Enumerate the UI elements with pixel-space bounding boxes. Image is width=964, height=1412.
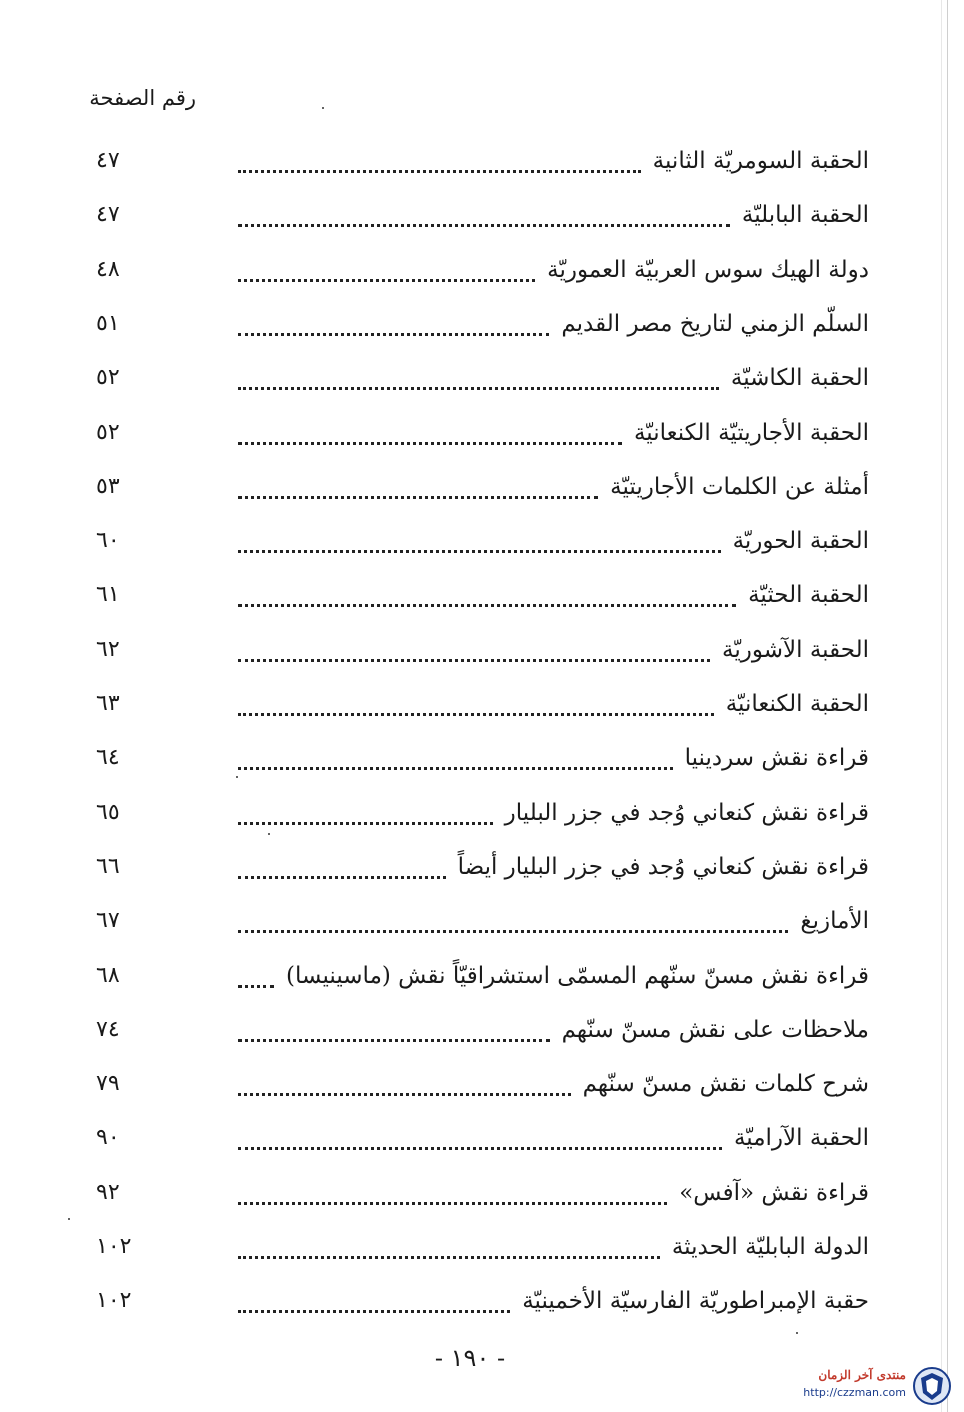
toc-entry-page: ٦٢ xyxy=(96,636,120,662)
toc-entry-title: الحقبة الأجاريتيّة الكنعانيّة xyxy=(633,419,869,446)
toc-entry xyxy=(0,1117,964,1171)
scan-speck xyxy=(796,1332,798,1334)
toc-entry-page: ٦٧ xyxy=(96,908,120,934)
watermark-name: منتدى آخر الزمان xyxy=(818,1368,906,1382)
toc-entry-page: ٩٢ xyxy=(96,1179,120,1205)
watermark-url[interactable]: http://czzman.com xyxy=(803,1386,906,1399)
toc-entry-title: الحقبة الحوريّة xyxy=(732,528,869,555)
toc-entry-page: ٦٦ xyxy=(96,853,120,879)
toc-entry xyxy=(0,303,964,357)
toc-entry xyxy=(0,792,964,846)
toc-entry-title: أمثلة عن الكلمات الأجاريتيّة xyxy=(610,473,869,500)
toc-entry-page: ٧٤ xyxy=(96,1016,120,1042)
page-number: - ١٩٠ - xyxy=(434,1344,506,1372)
toc-entry xyxy=(0,412,964,466)
forum-watermark[interactable] xyxy=(770,1362,960,1408)
toc-entry xyxy=(0,900,964,954)
toc-entry-page: ٩٠ xyxy=(96,1125,120,1151)
toc-entry-title: الدولة البابليّة الحديثة xyxy=(671,1234,869,1260)
toc-entry-title: قراءة نقش مسنّ سنّهم المسمّى استشراقيّاً نقش (ماسينيسا) xyxy=(285,962,869,989)
toc-entry-title: الحقبة الكنعانيّة xyxy=(725,691,869,717)
toc-entry-title: دولة الهيك سوس العربيّة العموريّة xyxy=(547,256,869,283)
toc-entry xyxy=(0,846,964,900)
toc-entry xyxy=(0,1063,964,1117)
toc-entry xyxy=(0,357,964,411)
toc-entry xyxy=(0,249,964,303)
toc-entry-page: ٥٢ xyxy=(96,365,120,391)
toc-entry-title: السلّم الزمني لتاريخ مصر القديم xyxy=(561,310,869,337)
toc-entry-title: ملاحظات على نقش مسنّ سنّهم xyxy=(561,1016,869,1043)
toc-entry xyxy=(0,140,964,194)
toc-entry-title: حقبة الإمبراطوريّة الفارسيّة الأخمينيّة xyxy=(522,1288,869,1315)
toc-entry xyxy=(0,737,964,791)
toc-entry xyxy=(0,1280,964,1334)
toc-entry xyxy=(0,194,964,248)
toc-entry xyxy=(0,466,964,520)
toc-entry-title: الحقبة الآشوريّة xyxy=(722,636,869,663)
toc-entry-page: ٤٧ xyxy=(96,202,120,228)
toc-entry xyxy=(0,520,964,574)
toc-entry-title: شرح كلمات نقش مسنّ سنّهم xyxy=(582,1071,869,1098)
toc-entry-page: ١٠٢ xyxy=(96,1288,132,1314)
toc-entry-title: قراءة نقش كنعاني وُجد في جزر البليار أيضاً xyxy=(457,853,869,880)
toc-entry-page: ٦٥ xyxy=(96,799,120,825)
toc-entry-title: الحقبة السومريّة الثانية xyxy=(652,148,869,174)
toc-entry-title: الحقبة الحثيّة xyxy=(748,582,869,609)
toc-entry-page: ١٠٢ xyxy=(96,1234,132,1259)
toc-entry-page: ٦٠ xyxy=(96,528,120,554)
toc-entry-page: ٥٢ xyxy=(96,419,120,445)
toc-entry-page: ٤٧ xyxy=(96,148,120,173)
toc-entry xyxy=(0,683,964,737)
toc-entry-page: ٦٣ xyxy=(96,691,120,716)
toc-entry-page: ٤٨ xyxy=(96,256,120,282)
toc-entry xyxy=(0,955,964,1009)
toc-entry-title: قراءة نقش «آفس» xyxy=(679,1179,869,1206)
toc-entry-title: الحقبة الكاشيّة xyxy=(730,365,869,392)
toc-entry xyxy=(0,1009,964,1063)
scan-speck xyxy=(236,776,238,778)
toc-entry-page: ٥١ xyxy=(96,310,120,336)
toc-entry xyxy=(0,1226,964,1280)
scan-speck xyxy=(68,1218,70,1220)
toc-entry-page: ٦١ xyxy=(96,582,120,608)
forum-logo-icon xyxy=(912,1366,952,1406)
toc-entry-title: قراءة نقش كنعاني وُجد في جزر البليار xyxy=(504,799,869,826)
scan-speck xyxy=(322,107,324,109)
toc-entry xyxy=(0,629,964,683)
toc-entry xyxy=(0,574,964,628)
toc-entry-title: الأمازيغ xyxy=(800,908,869,935)
toc-entry-page: ٧٩ xyxy=(96,1071,120,1097)
scan-speck xyxy=(268,833,270,835)
toc-entry-page: ٥٣ xyxy=(96,473,120,499)
toc-entry-page: ٦٨ xyxy=(96,962,120,988)
toc-entry-title: الحقبة الآراميّة xyxy=(733,1125,869,1152)
page-column-label: رقم الصفحة xyxy=(89,86,196,110)
toc-entry-page: ٦٤ xyxy=(96,745,120,771)
toc-entry-title: قراءة نقش سردينيا xyxy=(684,745,869,772)
toc-entry-title: الحقبة البابليّة xyxy=(741,202,869,229)
toc-entry xyxy=(0,1172,964,1226)
